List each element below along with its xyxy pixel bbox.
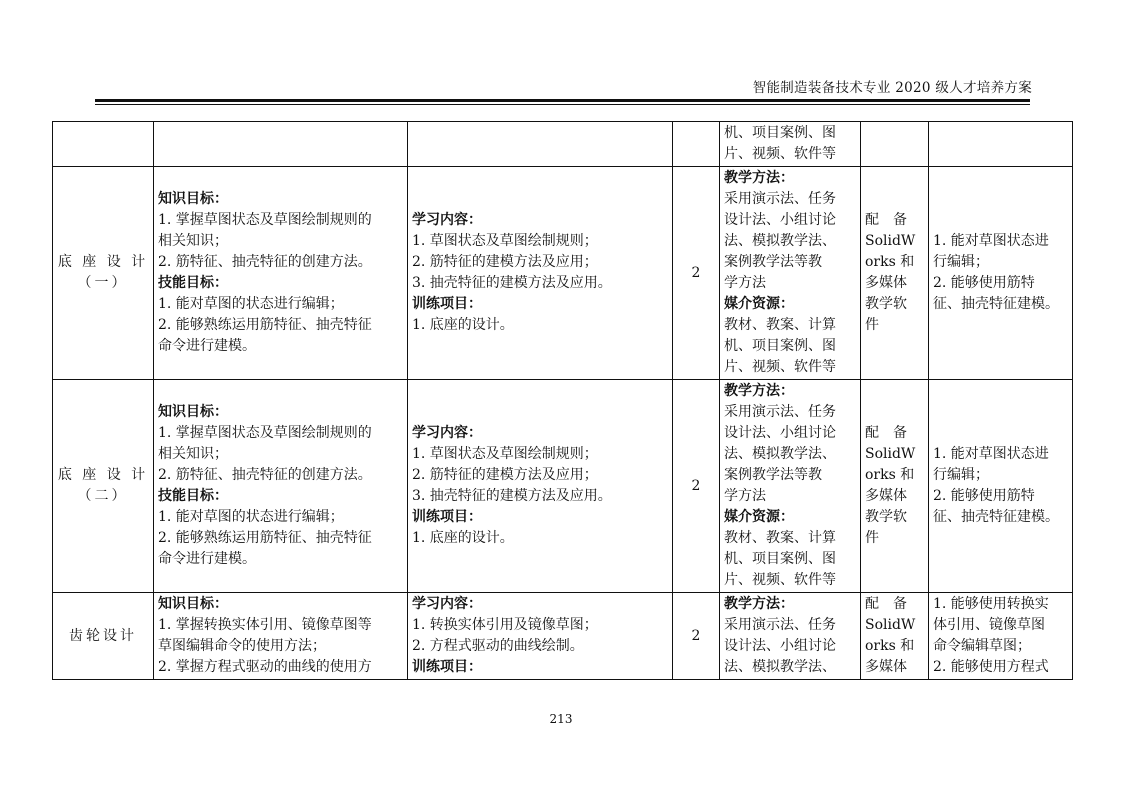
cell-name	[53, 167, 154, 380]
assessment-line: 1. 能对草图状态进	[933, 446, 1049, 462]
skill-goals-heading: 技能目标：	[158, 275, 228, 291]
equipment-line: 件	[865, 530, 879, 546]
method-line: 采用演示法、任务	[724, 191, 836, 207]
training-heading: 训练项目：	[412, 659, 482, 675]
cell-name	[53, 380, 154, 593]
content-item: 1. 草图状态及草图绘制规则；	[412, 233, 598, 249]
assessment-line: 2. 能够使用方程式	[933, 659, 1049, 675]
cell-assessment	[929, 122, 1073, 167]
goal-line: 2. 筋特征、抽壳特征的创建方法。	[158, 254, 372, 270]
method-line: 设计法、小组讨论	[724, 425, 836, 441]
goal-line: 草图编辑命令的使用方法；	[158, 638, 326, 654]
content-item: 1. 草图状态及草图绘制规则；	[412, 446, 598, 462]
method-line: 片、视频、软件等	[724, 146, 836, 162]
method-line: 案例教学法等教	[724, 254, 822, 270]
header-rule-thin	[95, 104, 1030, 105]
content-item: 3. 抽壳特征的建模方法及应用。	[412, 275, 612, 291]
assessment-line: 1. 能对草图状态进	[933, 233, 1049, 249]
equipment-line: 配 备	[865, 596, 907, 612]
training-item: 1. 底座的设计。	[412, 530, 514, 546]
goal-line: 相关知识；	[158, 233, 228, 249]
method-line: 学方法	[724, 275, 766, 291]
method-line: 设计法、小组讨论	[724, 212, 836, 228]
assessment-line: 体引用、镜像草图	[933, 617, 1045, 633]
unit-name: 底 座 设 计	[57, 467, 149, 483]
cell-equipment	[861, 122, 929, 167]
method-line: 机、项目案例、图	[724, 125, 836, 141]
knowledge-goals-heading: 知识目标：	[158, 191, 228, 207]
cell-method	[720, 122, 861, 167]
cell-goals	[154, 593, 408, 680]
cell-name	[53, 122, 154, 167]
unit-name-sub: （一）	[77, 275, 129, 291]
method-line: 学方法	[724, 488, 766, 504]
media-line: 教材、教案、计算	[724, 317, 836, 333]
content-item: 3. 抽壳特征的建模方法及应用。	[412, 488, 612, 504]
page-number: 213	[549, 712, 573, 726]
method-line: 法、模拟教学法、	[724, 446, 836, 462]
assessment-line: 1. 能够使用转换实	[933, 596, 1049, 612]
method-heading: 教学方法：	[724, 383, 794, 399]
equipment-line: orks 和	[865, 254, 915, 270]
media-heading: 媒介资源：	[724, 509, 794, 525]
media-line: 教材、教案、计算	[724, 530, 836, 546]
unit-name: 齿轮设计	[69, 627, 137, 644]
content-item: 2. 方程式驱动的曲线绘制。	[412, 638, 584, 654]
content-item: 2. 筋特征的建模方法及应用；	[412, 254, 598, 270]
table-row-continued	[53, 122, 1073, 167]
cell-equipment	[861, 167, 929, 380]
cell-method	[720, 380, 861, 593]
media-line: 机、项目案例、图	[724, 551, 836, 567]
assessment-line: 2. 能够使用筋特	[933, 488, 1035, 504]
equipment-line: SolidW	[865, 233, 916, 249]
goal-line: 2. 筋特征、抽壳特征的创建方法。	[158, 467, 372, 483]
unit-name-sub: （二）	[77, 488, 129, 504]
goal-line: 2. 能够熟练运用筋特征、抽壳特征	[158, 317, 372, 333]
goal-line: 1. 能对草图的状态进行编辑；	[158, 296, 344, 312]
equipment-line: orks 和	[865, 638, 915, 654]
cell-goals	[154, 167, 408, 380]
assessment-line: 征、抽壳特征建模。	[933, 509, 1059, 525]
table-row	[53, 593, 1073, 680]
cell-goals	[154, 122, 408, 167]
content-item: 1. 转换实体引用及镜像草图；	[412, 617, 598, 633]
equipment-line: 教学软	[865, 509, 907, 525]
equipment-line: 教学软	[865, 296, 907, 312]
content-heading: 学习内容：	[412, 425, 482, 441]
equipment-line: orks 和	[865, 467, 915, 483]
media-heading: 媒介资源：	[724, 296, 794, 312]
cell-hours: 2	[673, 167, 720, 380]
cell-assessment	[929, 167, 1073, 380]
goal-line: 1. 掌握草图状态及草图绘制规则的	[158, 425, 372, 441]
goal-line: 1. 掌握草图状态及草图绘制规则的	[158, 212, 372, 228]
cell-name	[53, 593, 154, 680]
cell-content	[408, 380, 673, 593]
cell-hours: 2	[673, 380, 720, 593]
goal-line: 2. 能够熟练运用筋特征、抽壳特征	[158, 530, 372, 546]
assessment-line: 行编辑；	[933, 467, 989, 483]
method-line: 法、模拟教学法、	[724, 233, 836, 249]
method-line: 设计法、小组讨论	[724, 638, 836, 654]
cell-assessment	[929, 593, 1073, 680]
assessment-line: 命令编辑草图；	[933, 638, 1031, 654]
training-heading: 训练项目：	[412, 509, 482, 525]
cell-content	[408, 167, 673, 380]
unit-name: 底 座 设 计	[57, 254, 149, 270]
equipment-line: SolidW	[865, 617, 916, 633]
cell-method	[720, 593, 861, 680]
knowledge-goals-heading: 知识目标：	[158, 596, 228, 612]
document-header-title: 智能制造装备技术专业 2020 级人才培养方案	[752, 80, 1032, 96]
cell-hours	[673, 122, 720, 167]
cell-content	[408, 593, 673, 680]
cell-equipment	[861, 593, 929, 680]
media-line: 片、视频、软件等	[724, 359, 836, 375]
assessment-line: 2. 能够使用筋特	[933, 275, 1035, 291]
cell-hours: 2	[673, 593, 720, 680]
equipment-line: 配 备	[865, 212, 907, 228]
method-line: 采用演示法、任务	[724, 617, 836, 633]
cell-content	[408, 122, 673, 167]
equipment-line: 多媒体	[865, 275, 907, 291]
curriculum-table	[52, 121, 1073, 680]
training-heading: 训练项目：	[412, 296, 482, 312]
method-heading: 教学方法：	[724, 596, 794, 612]
training-item: 1. 底座的设计。	[412, 317, 514, 333]
content-item: 2. 筋特征的建模方法及应用；	[412, 467, 598, 483]
media-line: 机、项目案例、图	[724, 338, 836, 354]
assessment-line: 行编辑；	[933, 254, 989, 270]
goal-line: 命令进行建模。	[158, 338, 256, 354]
goal-line: 命令进行建模。	[158, 551, 256, 567]
table-row	[53, 167, 1073, 380]
cell-method	[720, 167, 861, 380]
skill-goals-heading: 技能目标：	[158, 488, 228, 504]
media-line: 片、视频、软件等	[724, 572, 836, 588]
method-line: 法、模拟教学法、	[724, 659, 836, 675]
equipment-line: 件	[865, 317, 879, 333]
header-rule-thick	[95, 99, 1030, 102]
method-line: 案例教学法等教	[724, 467, 822, 483]
equipment-line: SolidW	[865, 446, 916, 462]
goal-line: 1. 能对草图的状态进行编辑；	[158, 509, 344, 525]
knowledge-goals-heading: 知识目标：	[158, 404, 228, 420]
equipment-line: 多媒体	[865, 659, 907, 675]
assessment-line: 征、抽壳特征建模。	[933, 296, 1059, 312]
table-row	[53, 380, 1073, 593]
method-line: 采用演示法、任务	[724, 404, 836, 420]
cell-assessment	[929, 380, 1073, 593]
content-heading: 学习内容：	[412, 596, 482, 612]
content-heading: 学习内容：	[412, 212, 482, 228]
cell-goals	[154, 380, 408, 593]
goal-line: 2. 掌握方程式驱动的曲线的使用方	[158, 659, 372, 675]
equipment-line: 配 备	[865, 425, 907, 441]
goal-line: 1. 掌握转换实体引用、镜像草图等	[158, 617, 372, 633]
equipment-line: 多媒体	[865, 488, 907, 504]
cell-equipment	[861, 380, 929, 593]
goal-line: 相关知识；	[158, 446, 228, 462]
method-heading: 教学方法：	[724, 170, 794, 186]
